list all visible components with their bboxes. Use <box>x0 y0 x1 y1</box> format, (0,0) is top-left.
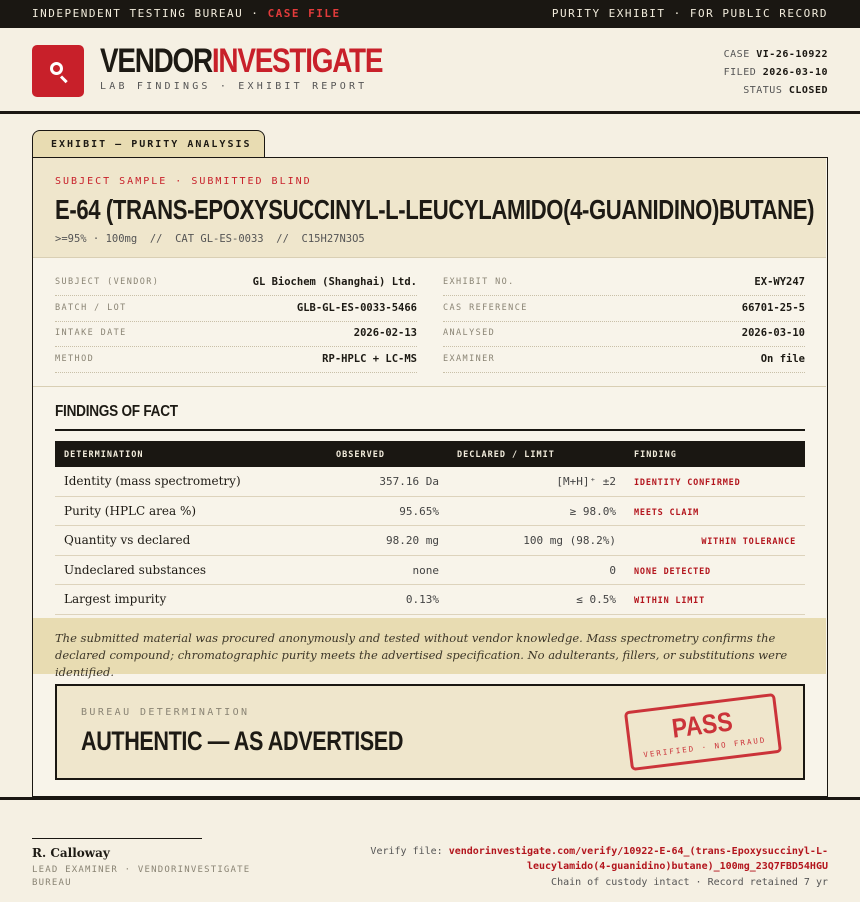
brand-subtitle: LAB FINDINGS · EXHIBIT REPORT <box>100 81 368 92</box>
table-row <box>55 585 805 615</box>
case-info <box>724 46 828 100</box>
findings-table <box>55 441 805 615</box>
bureau-label: INDEPENDENT TESTING BUREAU · <box>32 7 260 20</box>
brand-logo <box>100 42 382 81</box>
brand-part1: VENDOR <box>100 42 212 80</box>
case-number: VI-26-10922 <box>756 49 828 60</box>
determination-cell: Identity (mass spectrometry) <box>64 474 241 488</box>
column-header: DECLARED / LIMIT <box>457 450 555 460</box>
magnifier-icon <box>32 45 84 97</box>
detail-value: 2026-02-13 <box>353 327 417 339</box>
column-header: FINDING <box>634 450 677 460</box>
stamp-sub: VERIFIED · NO FRAUD <box>642 735 767 760</box>
determination-cell: Quantity vs declared <box>64 533 191 547</box>
table-row <box>55 556 805 586</box>
declared-cell: [M+H]⁺ ±2 <box>556 475 616 488</box>
detail-row <box>443 347 805 373</box>
detail-row <box>443 296 805 322</box>
observed-cell: 0.13% <box>405 593 439 606</box>
observed-cell: 357.16 Da <box>379 475 439 488</box>
table-header <box>55 441 805 467</box>
brand-part2: INVESTIGATE <box>211 42 383 80</box>
exhibit-tab: EXHIBIT — PURITY ANALYSIS <box>32 130 265 158</box>
column-header: DETERMINATION <box>64 450 144 460</box>
detail-value: RP-HPLC + LC-MS <box>322 353 417 365</box>
observed-cell: none <box>412 563 439 577</box>
custody-note: Chain of custody intact · Record retained 7 yr <box>551 877 828 888</box>
section-divider <box>33 386 826 387</box>
observed-cell: 98.20 mg <box>386 534 439 547</box>
product-meta: >=95% · 100mg // CAT GL-ES-0033 // C15H27N3O5 <box>55 233 365 245</box>
footer <box>0 797 860 902</box>
signer-name: R. Calloway <box>32 846 110 860</box>
declared-cell: 100 mg (98.2%) <box>523 534 616 547</box>
detail-label: CAS REFERENCE <box>443 303 528 313</box>
declared-cell: 0 <box>609 563 616 577</box>
detail-value: 2026-03-10 <box>741 327 805 339</box>
detail-row <box>443 321 805 347</box>
detail-label: SUBJECT (VENDOR) <box>55 277 160 287</box>
detail-label: INTAKE DATE <box>55 328 127 338</box>
determination-label: BUREAU DETERMINATION <box>81 707 250 718</box>
detail-value: GL Biochem (Shanghai) Ltd. <box>252 276 417 288</box>
finding-cell: IDENTITY CONFIRMED <box>634 478 741 488</box>
finding-cell: WITHIN TOLERANCE <box>701 537 796 547</box>
findings-title: FINDINGS OF FACT <box>55 403 178 420</box>
detail-label: METHOD <box>55 354 95 364</box>
detail-value: 66701-25-5 <box>741 302 805 314</box>
detail-value: GLB-GL-ES-0033-5466 <box>296 302 417 314</box>
verify-label: Verify file: <box>370 846 443 857</box>
detail-row <box>443 270 805 296</box>
subject-section <box>33 158 826 258</box>
exhibit-card <box>32 157 828 797</box>
determination-cell: Largest impurity <box>64 592 167 606</box>
case-label: CASE <box>723 49 750 60</box>
column-header: OBSERVED <box>336 450 385 460</box>
signature-line <box>32 838 202 839</box>
detail-row <box>55 270 417 296</box>
detail-value: EX-WY247 <box>754 276 805 288</box>
verify-block <box>328 844 828 890</box>
stamp-main: PASS <box>670 706 735 744</box>
detail-label: ANALYSED <box>443 328 496 338</box>
case-file-label: CASE FILE <box>267 7 341 20</box>
signer-role: LEAD EXAMINER · VENDORINVESTIGATE BUREAU <box>32 865 251 888</box>
status-label: STATUS <box>743 85 783 96</box>
finding-cell: WITHIN LIMIT <box>634 596 706 606</box>
declared-cell: ≥ 98.0% <box>569 504 616 518</box>
filed-date: 2026-03-10 <box>762 67 828 78</box>
filed-label: FILED <box>723 67 757 78</box>
detail-label: EXAMINER <box>443 354 496 364</box>
detail-label: BATCH / LOT <box>55 303 127 313</box>
verify-link[interactable]: vendorinvestigate.com/verify/10922-E-64_(trans-Epoxysuccinyl-L-leucylamido(4-guanidino)butane)_100mg_23Q7FBD54HGU <box>448 846 828 872</box>
top-bar-right: PURITY EXHIBIT · FOR PUBLIC RECORD <box>551 7 828 20</box>
detail-row <box>55 347 417 373</box>
determination-cell: Undeclared substances <box>64 562 207 577</box>
declared-cell: ≤ 0.5% <box>576 593 616 606</box>
determination-cell: Purity (HPLC area %) <box>64 503 197 518</box>
top-bar-left <box>32 7 341 20</box>
status-value: CLOSED <box>788 85 828 96</box>
finding-cell: NONE DETECTED <box>634 566 711 577</box>
header <box>0 28 860 114</box>
product-title: E-64 (TRANS-EPOXYSUCCINYL-L-LEUCYLAMIDO(4-GUANIDINO)BUTANE) <box>55 194 815 225</box>
finding-cell: MEETS CLAIM <box>634 507 700 518</box>
pass-stamp <box>624 693 782 771</box>
detail-row <box>55 321 417 347</box>
detail-value: On file <box>760 353 805 365</box>
table-row <box>55 497 805 527</box>
findings-rule <box>55 429 805 431</box>
detail-row <box>55 296 417 322</box>
observed-cell: 95.65% <box>399 504 439 518</box>
detail-label: EXHIBIT NO. <box>443 277 515 287</box>
determination-box <box>55 684 805 780</box>
determination-value: AUTHENTIC — AS ADVERTISED <box>81 726 404 756</box>
top-bar <box>0 0 860 28</box>
table-row <box>55 526 805 556</box>
subject-kicker: SUBJECT SAMPLE · SUBMITTED BLIND <box>55 176 312 187</box>
findings-note: The submitted material was procured anonymously and tested without vendor knowledge. Mass spectrometry confirms the declared compound; chromatographic purity meets the advertised specification. No adulterants, fillers, or substitutions were identified. <box>33 618 826 674</box>
table-row <box>55 467 805 497</box>
